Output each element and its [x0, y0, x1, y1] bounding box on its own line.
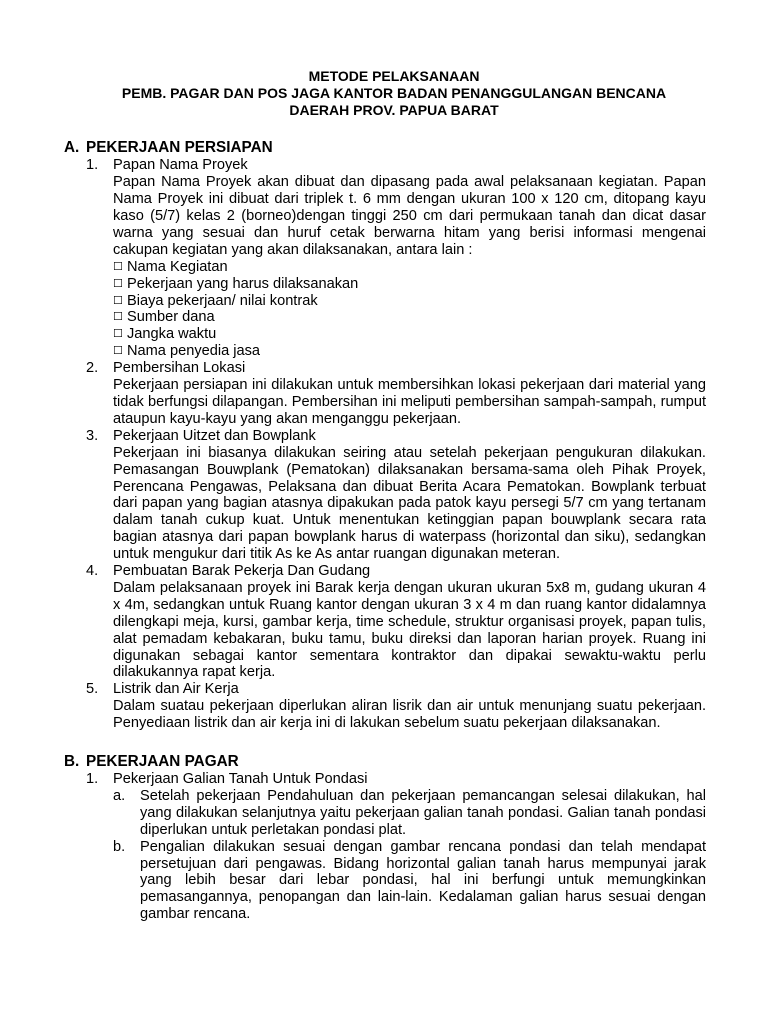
- bullet-box-icon: ☐: [113, 310, 123, 324]
- bullet-item: [113, 276, 706, 293]
- list-item-heading: [86, 771, 706, 788]
- section-b-heading: [64, 754, 706, 771]
- bullet-text: Pekerjaan yang harus dilaksanakan: [127, 275, 359, 292]
- bullet-text: Nama Kegiatan: [127, 258, 228, 275]
- item-number: 2.: [86, 360, 99, 377]
- bullet-box-icon: ☐: [113, 344, 123, 358]
- item-number: 3.: [86, 427, 99, 444]
- section-letter: B.: [64, 753, 80, 771]
- item-title: Pembersihan Lokasi: [113, 360, 246, 377]
- item-paragraph: Dalam pelaksanaan proyek ini Barak kerja dengan ukuran ukuran 5x8 m, gudang ukuran 4 x 4m, sedangkan untuk Ruang kantor dengan ukuran 3 x 4 m dan ruang kantor didalamnya dilengkapi meja, kursi, gambar kerja, time schedule, struktur organisasi proyek, papan tulis, alat pemadam kebakaran, buku tamu, buku direksi dan laporan harian proyek. Ruang ini digunakan sebagai kantor sementara kontraktor dan dipakai sewaktu-waktu perlu dilakukannya rapat kerja.: [113, 579, 706, 681]
- item-number: 1.: [86, 157, 99, 174]
- sub-item-letter: b.: [113, 838, 126, 855]
- section-letter: A.: [64, 139, 80, 157]
- section-title: PEKERJAAN PERSIAPAN: [86, 139, 273, 157]
- list-item-heading: [86, 681, 706, 698]
- list-item-heading: [86, 360, 706, 377]
- item-number: 5.: [86, 681, 99, 698]
- bullet-item: [113, 259, 706, 276]
- list-item-heading: [86, 563, 706, 580]
- bullet-box-icon: ☐: [113, 276, 123, 290]
- item-title: Papan Nama Proyek: [113, 157, 248, 174]
- sub-item: [113, 839, 706, 924]
- bullet-item: [113, 309, 706, 326]
- item-number: 4.: [86, 563, 99, 580]
- item-title: Listrik dan Air Kerja: [113, 681, 239, 698]
- item-paragraph: Pekerjaan persiapan ini dilakukan untuk membersihkan lokasi pekerjaan dari material yang tidak berfungsi dilapangan. Pembersihan ini meliputi pembersihan sampah-sampah, rumput ataupun kayu-kayu yang akan menganggu pekerjaan.: [113, 377, 706, 427]
- item-title: Pekerjaan Uitzet dan Bowplank: [113, 427, 316, 444]
- item-number: 1.: [86, 771, 99, 788]
- item-paragraph: Dalam suatau pekerjaan diperlukan aliran lisrik dan air untuk menunjang suatu pekerjaan. Penyediaan listrik dan air kerja ini di lakukan sebelum suatu pekerjaan dilaksanakan.: [113, 698, 706, 732]
- item-title: Pekerjaan Galian Tanah Untuk Pondasi: [113, 771, 368, 788]
- item-paragraph: Papan Nama Proyek akan dibuat dan dipasang pada awal pelaksanaan kegiatan. Papan Nama Proyek ini dibuat dari triplek t. 6 mm dengan ukuran 100 x 120 cm, ditopang kayu kaso (5/7) kelas 2 (borneo)dengan tinggi 250 cm dari permukaan tanah dan dicat dasar warna yang sesuai dan huruf cetak berwarna hitam yang berisi informasi mengenai cakupan kegiatan yang akan dilaksanakan, antara lain :: [113, 174, 706, 258]
- section-title: PEKERJAAN PAGAR: [86, 753, 239, 771]
- sub-item: [113, 788, 706, 839]
- bullet-box-icon: ☐: [113, 293, 123, 307]
- bullet-text: Nama penyedia jasa: [127, 343, 261, 360]
- bullet-item: [113, 293, 706, 310]
- sub-item-letter: a.: [113, 787, 126, 804]
- header-project: PEMB. PAGAR DAN POS JAGA KANTOR BADAN PENANGGULANGAN BENCANA: [121, 84, 667, 101]
- sub-item-text: Pengalian dilakukan sesuai dengan gambar rencana pondasi dan telah mendapat persetujuan dari pengawas. Bidang horizontal galian tanah harus mempunyai jarak yang lebih besar dari lebar pondasi, hal ini berfungi untuk memungkinkan pemasangannya, penopangan dan lain-lain. Kedalaman galian harus sesuai dengan gambar rencana.: [140, 838, 706, 923]
- item-paragraph: Pekerjaan ini biasanya dilakukan seiring atau setelah pekerjaan pengukuran dilakukan. Pemasangan Bouwplank (Pematokan) dilaksanakan bersama-sama oleh Pihak Proyek, Perencana Pengawas, Pelaksana dan dibuat Berita Acara Pematokan. Bowplank terbuat dari papan yang bagian atasnya dipakukan pada patok kayu persegi 5/7 cm yang tertanam dalam tanah cukup kuat. Untuk menentukan ketinggian papan bouwplank secara rata bagian atasnya dari papan bowplank harus di waterpass (horizontal dan siku), sedangkan untuk mengukur dari titik As ke As antar ruangan digunakan meteran.: [113, 444, 706, 563]
- section-a-heading: [64, 140, 706, 157]
- bullet-item: [113, 343, 706, 360]
- header-title: METODE PELAKSANAAN: [308, 68, 480, 84]
- bullet-text: Sumber dana: [127, 309, 215, 326]
- bullet-text: Biaya pekerjaan/ nilai kontrak: [127, 292, 318, 309]
- list-item-heading: [86, 428, 706, 445]
- item-title: Pembuatan Barak Pekerja Dan Gudang: [113, 563, 371, 580]
- bullet-item: [113, 326, 706, 343]
- bullet-box-icon: ☐: [113, 259, 123, 273]
- sub-item-text: Setelah pekerjaan Pendahuluan dan pekerjaan pemancangan selesai dilakukan, hal yang dilakukan selanjutnya yaitu pekerjaan galian tanah pondasi. Galian tanah pondasi diperlukan untuk perletakan pondasi plat.: [140, 787, 706, 838]
- list-item-heading: [86, 157, 706, 174]
- document-header: [82, 68, 706, 118]
- bullet-box-icon: ☐: [113, 327, 123, 341]
- header-location: DAERAH PROV. PAPUA BARAT: [289, 101, 499, 118]
- bullet-text: Jangka waktu: [127, 326, 217, 343]
